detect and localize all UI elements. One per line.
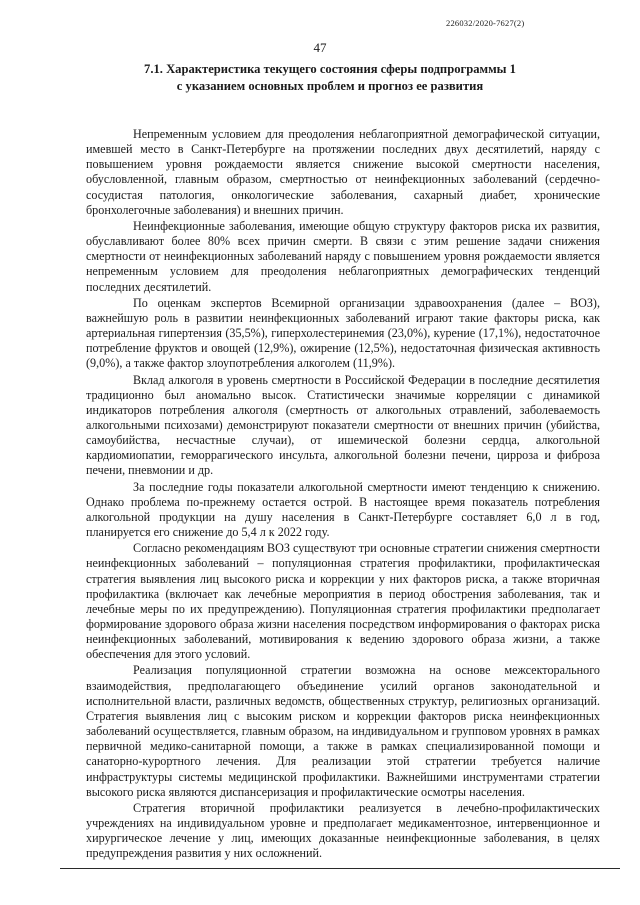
paragraph-1: Непременным условием для преодоления неблагоприятной демографической ситуации, имевшей место в Санкт-Петербурге на протяжении последних двух десятилетий, наряду с повышением уровня рождаемости является снижение высокой смертности населения, обусловленной, главным образом, смертностью от неинфекционных заболеваний (сердечно-сосудистая патология, онкологические заболевания, сахарный диабет, хронические бронхолегочные заболевания) и внешних причин. — [86, 127, 600, 217]
paragraph-4: Вклад алкоголя в уровень смертности в Российской Федерации в последние десятилетия традиционно был аномально высок. Статистически значимые корреляции с динамикой индикаторов потребления алкоголя (смертность от алкогольных отравлений, заболеваемость алкогольными психозами) демонстрируют показатели смертности от внешних причин (убийства, самоубийства, несчастные случаи), от ишемической болезни сердца, алкогольной кардиомиопатии, геморрагического инсульта, алкогольной болезни печени, цирроза и фиброза печени, пневмонии и др. — [86, 372, 600, 478]
paragraph-6: Согласно рекомендациям ВОЗ существуют три основные стратегии снижения смертности неинфекционных заболеваний – популяционная стратегия профилактики, профилактическая стратегия выявления лиц высокого риска и коррекции у них факторов риска, а также вторичная профилактика (включает как лечебные мероприятия в период обострения заболевания, так и лечебные меры по их предупреждению). Популяционная стратегия профилактики предполагает формирование здорового образа жизни населения посредством информирования о факторах риска неинфекционных заболеваний, мотивирования к ведению здорового образа жизни, а также обеспечения для этого условий. — [86, 541, 600, 662]
paragraph-8: Стратегия вторичной профилактики реализуется в лечебно-профилактических учреждениях на индивидуальном уровне и предполагает медикаментозное, интервенционное и хирургическое лечение у лиц, имеющих доказанные неинфекционные заболевания, в целях предупреждения развития у них осложнений. — [86, 800, 600, 861]
paragraph-2: Неинфекционные заболевания, имеющие общую структуру факторов риска их развития, обуславливают более 80% всех причин смерти. В связи с этим решение задачи снижения смертности от неинфекционных заболеваний наряду с повышением уровня рождаемости является непременным условием для преодоления неблагоприятных демографических тенденций последних десятилетий. — [86, 218, 600, 294]
page-number: 47 — [313, 40, 327, 55]
section-title — [60, 61, 600, 95]
paragraph-3: По оценкам экспертов Всемирной организации здравоохранения (далее – ВОЗ), важнейшую роль в развитии неинфекционных заболеваний играют такие факторы риска, как артериальная гипертензия (35,5%), гиперхолестеринемия (23,0%), курение (17,1%), недостаточное потребление фруктов и овощей (12,9%), ожирение (12,5%), недостаточная физическая активность (9,0%), а также фактор злоупотребления алкоголем (11,9%). — [86, 295, 600, 371]
section-title-line-1: 7.1. Характеристика текущего состояния сферы подпрограммы 1 — [144, 62, 516, 76]
paragraph-5: За последние годы показатели алкогольной смертности имеют тенденцию к снижению. Однако проблема по-прежнему остается острой. В настоящее время показатель потребления алкогольной продукции на душу населения в Санкт-Петербурге составляет 6,0 л в год, планируется его снижение до 5,4 л к 2022 году. — [86, 479, 600, 540]
section-title-line-2: с указанием основных проблем и прогноз ее развития — [176, 79, 484, 93]
page-bottom-rule — [60, 868, 620, 869]
paragraph-7: Реализация популяционной стратегии возможна на основе межсекторального взаимодействия, предполагающего объединение усилий органов законодательной и исполнительной власти, различных ведомств, общественных структур, религиозных организаций. Стратегия выявления лиц с высоким риском и коррекции факторов риска неинфекционных заболеваний осуществляется, главным образом, на индивидуальном и групповом уровнях в рамках первичной медико-санитарной помощи, а также в рамках специализированной помощи и санаторно-курортного лечения. Для реализации этой стратегии требуется наличие инфраструктуры системы медицинской профилактики. Важнейшими инструментами стратегии высокого риска являются диспансеризация и профилактические осмотры населения. — [86, 663, 600, 799]
document-registration-number: 226032/2020-7627(2) — [446, 18, 525, 28]
section-body — [86, 127, 600, 862]
